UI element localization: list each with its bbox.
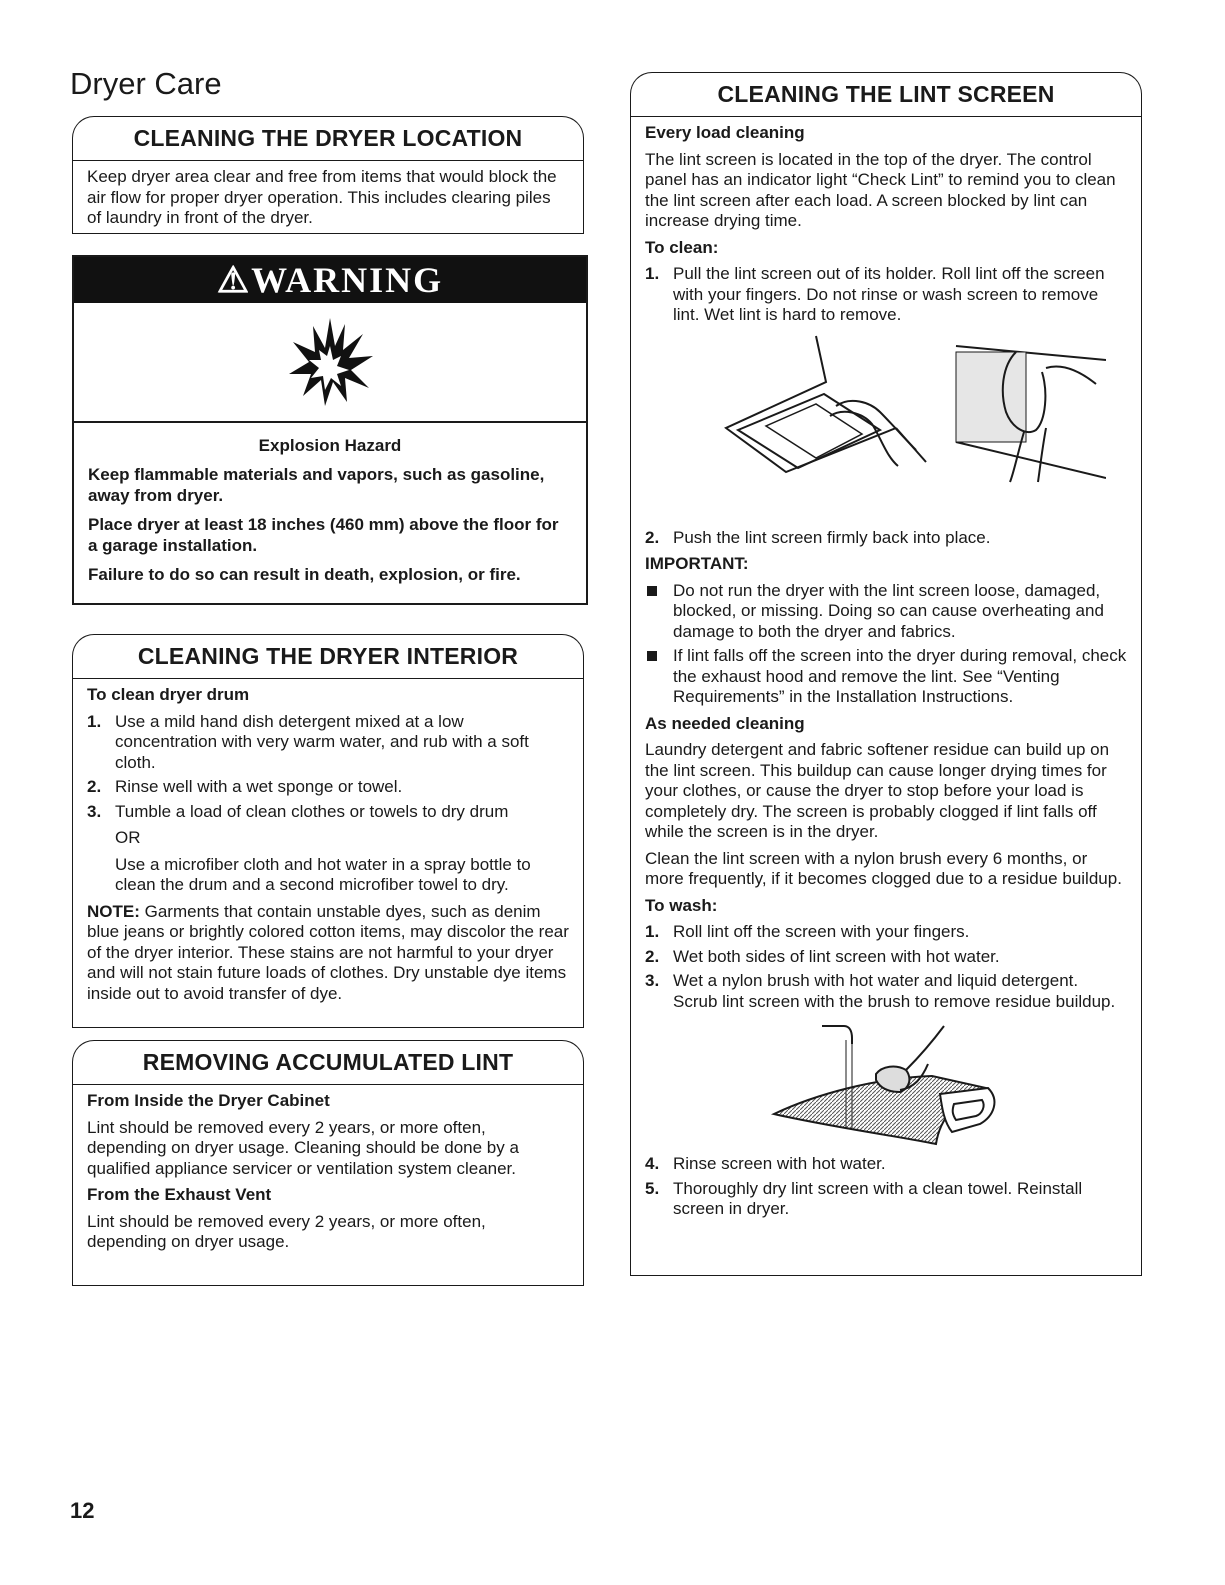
warning-line-3: Failure to do so can result in death, explosion, or fire.: [88, 565, 521, 584]
warning-box: [72, 255, 588, 605]
list-item: 3. Wet a nylon brush with hot water and liquid detergent. Scrub lint screen with the brush to remove residue buildup.: [645, 971, 1116, 1011]
lint-wash-steps: [645, 922, 1127, 1012]
section-heading: CLEANING THE DRYER LOCATION: [72, 116, 584, 160]
lint-screen-removal-illustration: [666, 332, 1106, 522]
section-body: [72, 678, 584, 1028]
interior-subheading: To clean dryer drum: [87, 685, 250, 704]
warning-triangle-icon: ⚠: [216, 260, 252, 300]
section-accumulated-lint: [72, 1040, 584, 1286]
page-number: 12: [70, 1498, 95, 1523]
interior-note: NOTE: Garments that contain unstable dyes, such as denim blue jeans or brightly colored cotton items, may discolor the rear of the dryer interior. These stains are not harmful to your dryer and will not stain future loads of clothes. Dry unstable dye items inside out to avoid transfer of dye.: [87, 901, 569, 1003]
warning-line-2: Place dryer at least 18 inches (460 mm) above the floor for a garage installation.: [88, 515, 559, 555]
accumulated-sub-2: From the Exhaust Vent: [87, 1185, 272, 1204]
list-item: 2. Rinse well with a wet sponge or towel.: [87, 777, 403, 796]
list-item: 1. Use a mild hand dish detergent mixed at a low concentration with very warm water, and rub with a soft cloth.: [87, 711, 529, 772]
warning-header: [74, 257, 586, 303]
interior-alt: Use a microfiber cloth and hot water in a spray bottle to clean the drum and a second microfiber towel to dry.: [115, 854, 531, 894]
lint-needed-p1: Laundry detergent and fabric softener residue can build up on the lint screen. This buildup can cause longer drying times for your clothes, or cause the dryer to stop before your load is completely dry. The screen is probably clogged if lint falls off while the screen is in the dryer.: [645, 740, 1110, 841]
lint-wash-steps-2: [645, 1154, 1127, 1220]
accumulated-sub-1: From Inside the Dryer Cabinet: [87, 1091, 330, 1110]
section-heading: CLEANING THE LINT SCREEN: [630, 72, 1142, 116]
warning-line-1: Keep flammable materials and vapors, such as gasoline, away from dryer.: [88, 465, 545, 505]
section-body: [72, 160, 584, 234]
accumulated-text-2: Lint should be removed every 2 years, or more often, depending on dryer usage.: [87, 1211, 486, 1251]
warning-text: [74, 423, 586, 585]
interior-or: OR: [115, 828, 141, 847]
list-item: 1. Roll lint off the screen with your fingers.: [645, 922, 970, 941]
list-item: If lint falls off the screen into the dryer during removal, check the exhaust hood and remove the lint. See “Venting Requirements” in the Installation Instructions.: [645, 646, 1127, 708]
section-heading: CLEANING THE DRYER INTERIOR: [72, 634, 584, 678]
list-item: 2. Wet both sides of lint screen with hot water.: [645, 946, 1000, 966]
list-item: 1. Pull the lint screen out of its holder. Roll lint off the screen with your fingers. Do not rinse or wash screen to remove lint. Wet lint is hard to remove.: [645, 264, 1105, 324]
lint-important: IMPORTANT:: [645, 554, 749, 573]
lint-to-clean: To clean:: [645, 237, 719, 257]
section-heading: REMOVING ACCUMULATED LINT: [72, 1040, 584, 1084]
square-bullet-icon: [647, 651, 657, 661]
list-item: 5. Thoroughly dry lint screen with a clean towel. Reinstall screen in dryer.: [645, 1178, 1083, 1218]
list-item: 4. Rinse screen with hot water.: [645, 1154, 886, 1173]
list-item: Do not run the dryer with the lint screen loose, damaged, blocked, or missing. Doing so can cause overheating and damage to both the dryer and fabrics.: [645, 581, 1127, 643]
accumulated-text-1: Lint should be removed every 2 years, or more often, depending on dryer usage. Cleaning should be done by a qualified appliance servicer or ventilation system cleaner.: [87, 1117, 519, 1178]
lint-clean-steps: [645, 264, 1127, 326]
warning-label: WARNING: [251, 260, 444, 300]
lint-clean-steps-2: [645, 528, 1127, 549]
lint-sub-every: Every load cleaning: [645, 123, 805, 142]
list-item: 3. Tumble a load of clean clothes or towels to dry drum: [87, 801, 509, 821]
section-lint-screen: [630, 72, 1142, 1276]
lint-sub-needed: As needed cleaning: [645, 713, 805, 733]
lint-screen-washing-illustration: [756, 1018, 1016, 1148]
lint-to-wash: To wash:: [645, 895, 718, 915]
explosion-icon: [285, 316, 375, 408]
lint-every-text: The lint screen is located in the top of the dryer. The control panel has an indicator light “Check Lint” to remind you to clean the lint screen after each load. A screen blocked by lint can increase drying time.: [645, 149, 1116, 230]
section-body: [630, 116, 1142, 1276]
section-dryer-location: [72, 116, 584, 234]
lint-needed-p2: Clean the lint screen with a nylon brush every 6 months, or more frequently, if it becomes clogged due to a residue buildup.: [645, 848, 1122, 888]
page-title: Dryer Care: [70, 66, 222, 101]
warning-hazard: Explosion Hazard: [258, 436, 402, 455]
square-bullet-icon: [647, 586, 657, 596]
list-item: 2. Push the lint screen firmly back into place.: [645, 527, 991, 547]
lint-important-bullets: [645, 581, 1127, 708]
section-dryer-interior: [72, 634, 584, 1028]
section-body: [72, 1084, 584, 1286]
explosion-icon-area: [74, 303, 586, 423]
interior-steps: [87, 712, 569, 823]
location-text: Keep dryer area clear and free from items that would block the air flow for proper dryer operation. This includes clearing piles of laundry in front of the dryer.: [87, 167, 557, 227]
